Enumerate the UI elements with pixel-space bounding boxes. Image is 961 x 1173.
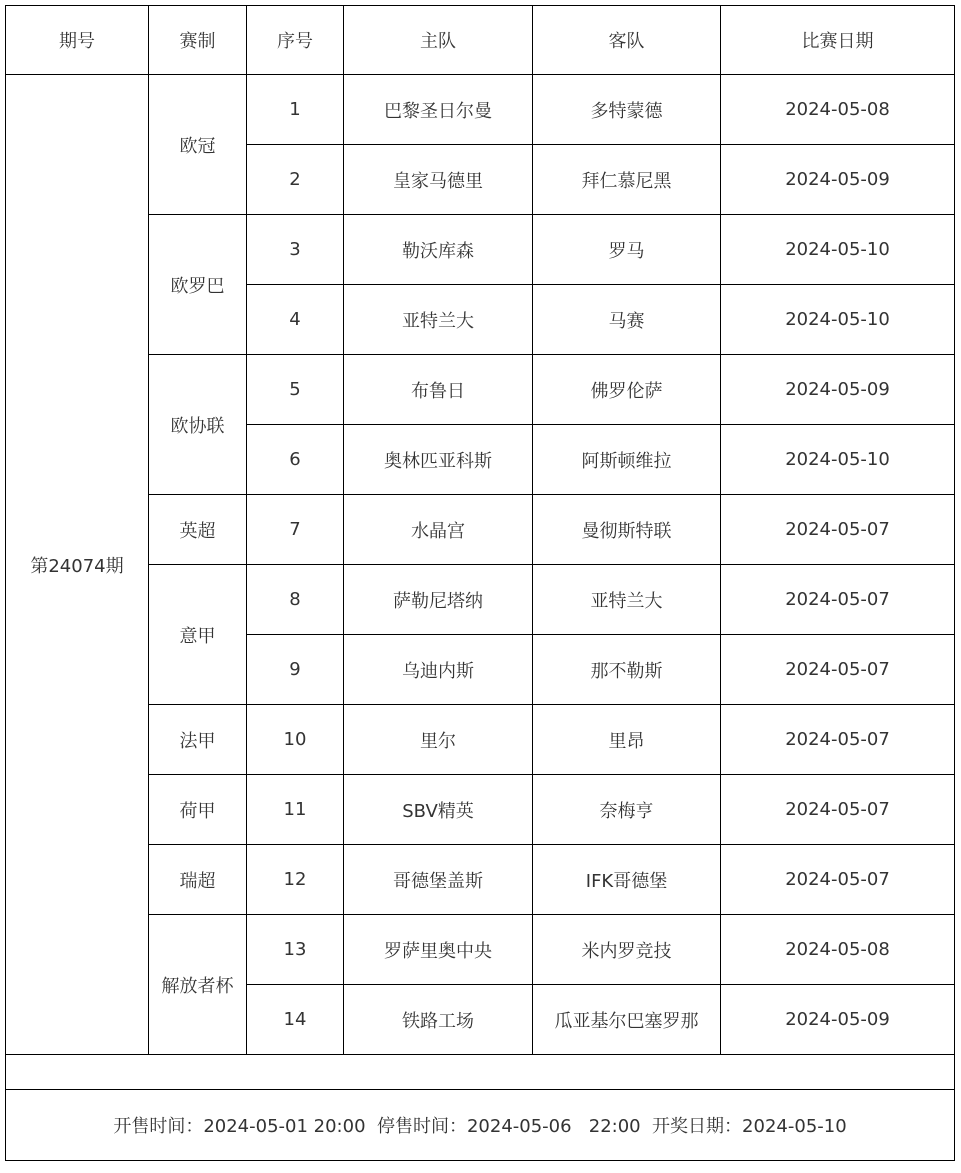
match-number-cell: 10 (247, 705, 344, 775)
table-body (6, 6, 955, 1161)
home-team-cell: 皇家马德里 (344, 145, 533, 215)
match-schedule-table (5, 5, 955, 1161)
match-date-cell: 2024-05-07 (721, 565, 955, 635)
home-team-cell: 萨勒尼塔纳 (344, 565, 533, 635)
match-number-cell: 2 (247, 145, 344, 215)
home-team-cell: 哥德堡盖斯 (344, 845, 533, 915)
match-number-cell: 8 (247, 565, 344, 635)
competition-cell: 解放者杯 (149, 915, 247, 1055)
away-team-cell: 里昂 (533, 705, 721, 775)
competition-cell: 欧罗巴 (149, 215, 247, 355)
match-date-cell: 2024-05-09 (721, 355, 955, 425)
match-date-cell: 2024-05-10 (721, 285, 955, 355)
competition-cell: 英超 (149, 495, 247, 565)
match-date-cell: 2024-05-07 (721, 775, 955, 845)
period-cell: 第24074期 (6, 75, 149, 1055)
match-date-cell: 2024-05-07 (721, 705, 955, 775)
table-row (6, 215, 955, 285)
match-date-cell: 2024-05-09 (721, 985, 955, 1055)
away-team-cell: 瓜亚基尔巴塞罗那 (533, 985, 721, 1055)
match-number-cell: 12 (247, 845, 344, 915)
match-number-cell: 1 (247, 75, 344, 145)
table-row (6, 75, 955, 145)
competition-cell: 荷甲 (149, 775, 247, 845)
match-date-cell: 2024-05-08 (721, 75, 955, 145)
competition-cell: 欧协联 (149, 355, 247, 495)
home-team-cell: 勒沃库森 (344, 215, 533, 285)
home-team-cell: SBV精英 (344, 775, 533, 845)
sale-info-text: 开售时间：2024-05-01 20:00 停售时间：2024-05-06 22:00 开奖日期：2024-05-10 (6, 1090, 955, 1161)
header-period: 期号 (6, 6, 149, 75)
competition-cell: 意甲 (149, 565, 247, 705)
match-number-cell: 14 (247, 985, 344, 1055)
match-number-cell: 13 (247, 915, 344, 985)
table-row (6, 845, 955, 915)
match-date-cell: 2024-05-07 (721, 635, 955, 705)
match-date-cell: 2024-05-08 (721, 915, 955, 985)
home-team-cell: 亚特兰大 (344, 285, 533, 355)
header-home-team: 主队 (344, 6, 533, 75)
header-row (6, 6, 955, 75)
home-team-cell: 乌迪内斯 (344, 635, 533, 705)
away-team-cell: 奈梅亨 (533, 775, 721, 845)
header-competition: 赛制 (149, 6, 247, 75)
competition-cell: 瑞超 (149, 845, 247, 915)
match-date-cell: 2024-05-10 (721, 425, 955, 495)
header-number: 序号 (247, 6, 344, 75)
away-team-cell: 佛罗伦萨 (533, 355, 721, 425)
away-team-cell: IFK哥德堡 (533, 845, 721, 915)
home-team-cell: 铁路工场 (344, 985, 533, 1055)
match-date-cell: 2024-05-07 (721, 495, 955, 565)
blank-row (6, 1055, 955, 1090)
match-date-cell: 2024-05-10 (721, 215, 955, 285)
match-number-cell: 3 (247, 215, 344, 285)
home-team-cell: 罗萨里奥中央 (344, 915, 533, 985)
header-away-team: 客队 (533, 6, 721, 75)
match-number-cell: 4 (247, 285, 344, 355)
match-number-cell: 5 (247, 355, 344, 425)
match-number-cell: 11 (247, 775, 344, 845)
away-team-cell: 多特蒙德 (533, 75, 721, 145)
away-team-cell: 曼彻斯特联 (533, 495, 721, 565)
home-team-cell: 里尔 (344, 705, 533, 775)
table-row (6, 495, 955, 565)
table-row (6, 915, 955, 985)
away-team-cell: 阿斯顿维拉 (533, 425, 721, 495)
blank-cell (6, 1055, 955, 1090)
away-team-cell: 拜仁慕尼黑 (533, 145, 721, 215)
home-team-cell: 奥林匹亚科斯 (344, 425, 533, 495)
match-number-cell: 7 (247, 495, 344, 565)
match-number-cell: 9 (247, 635, 344, 705)
table-row (6, 355, 955, 425)
competition-cell: 法甲 (149, 705, 247, 775)
table-row (6, 705, 955, 775)
table-row (6, 775, 955, 845)
home-team-cell: 水晶宫 (344, 495, 533, 565)
table-row (6, 565, 955, 635)
competition-cell: 欧冠 (149, 75, 247, 215)
away-team-cell: 那不勒斯 (533, 635, 721, 705)
away-team-cell: 米内罗竞技 (533, 915, 721, 985)
match-date-cell: 2024-05-07 (721, 845, 955, 915)
away-team-cell: 亚特兰大 (533, 565, 721, 635)
away-team-cell: 罗马 (533, 215, 721, 285)
home-team-cell: 布鲁日 (344, 355, 533, 425)
home-team-cell: 巴黎圣日尔曼 (344, 75, 533, 145)
match-number-cell: 6 (247, 425, 344, 495)
header-match-date: 比赛日期 (721, 6, 955, 75)
sale-info-row (6, 1090, 955, 1161)
match-date-cell: 2024-05-09 (721, 145, 955, 215)
away-team-cell: 马赛 (533, 285, 721, 355)
